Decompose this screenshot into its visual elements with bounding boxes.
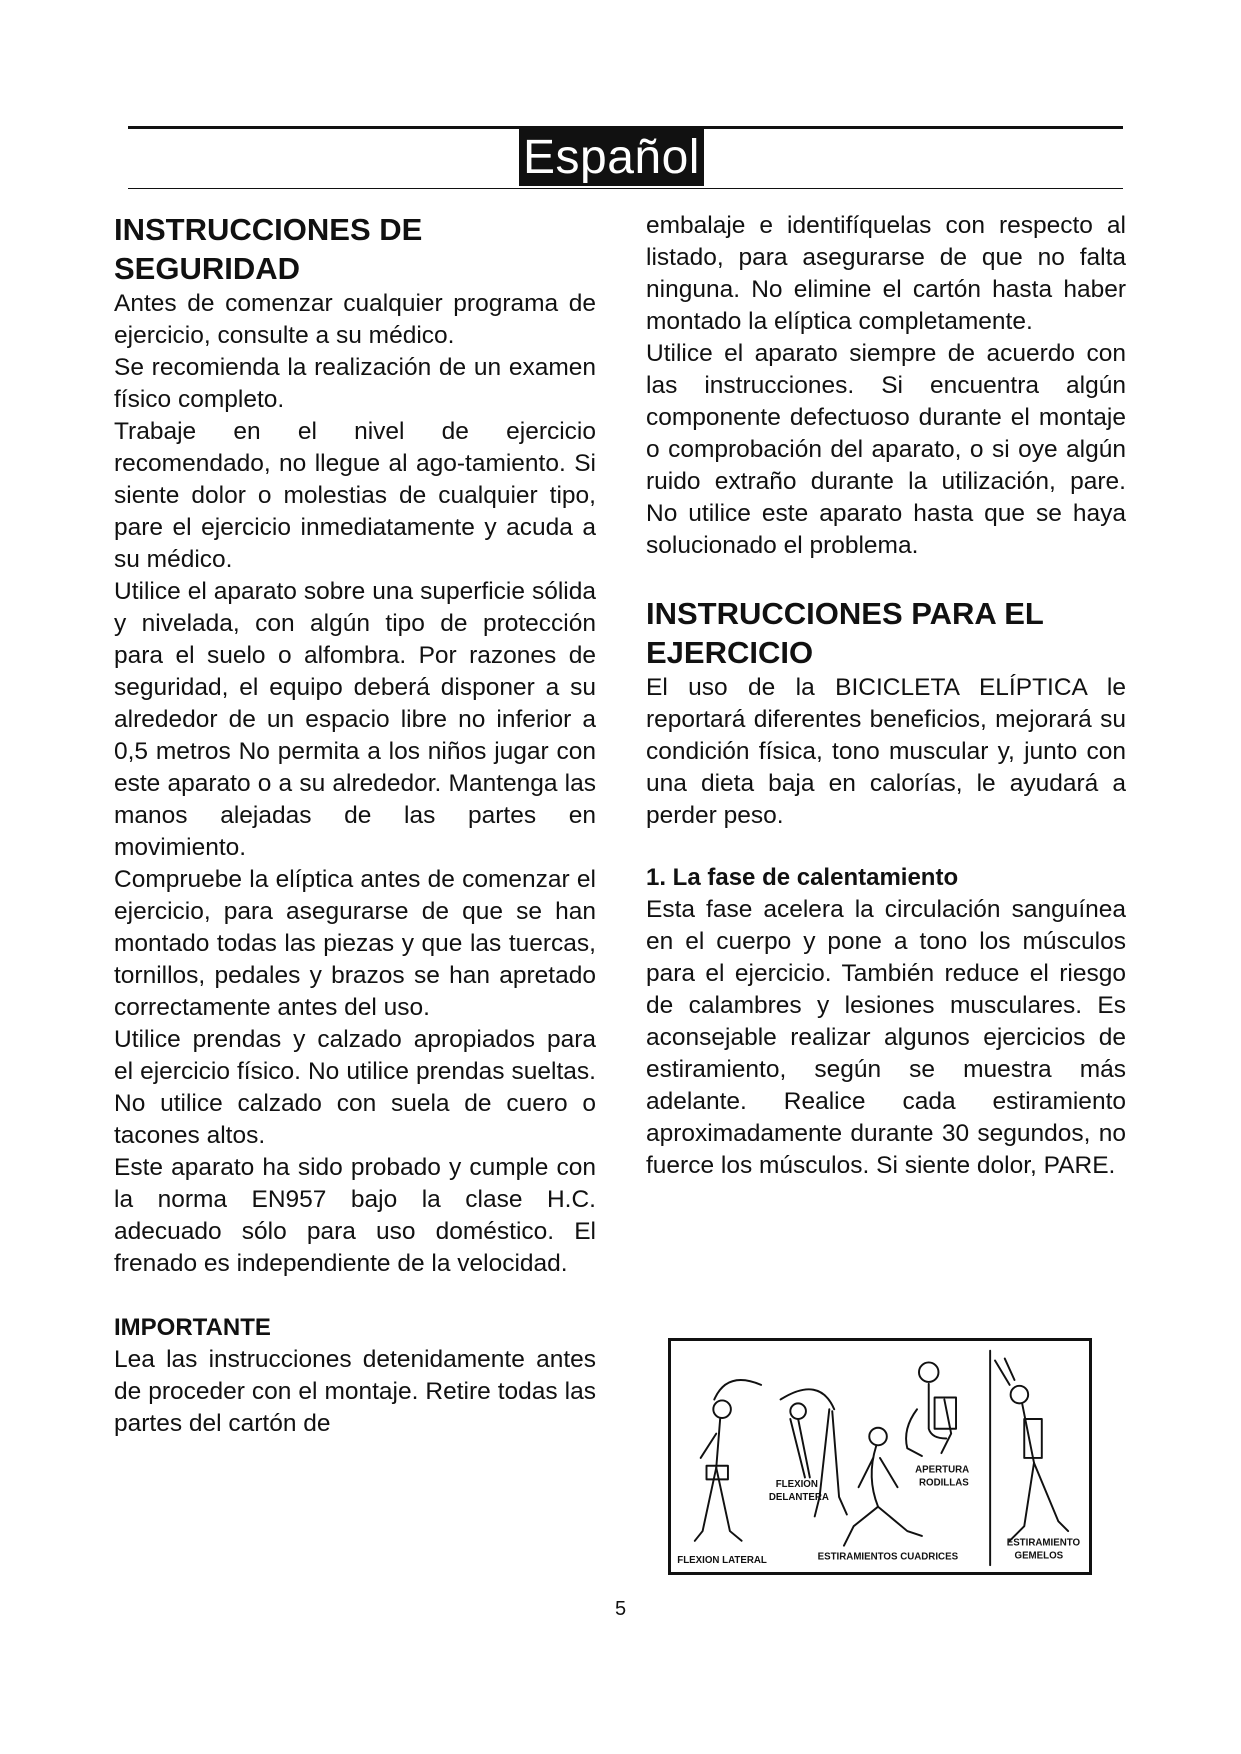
warmup-text: Esta fase acelera la circulación sanguínea en el cuerpo y pone a tono los músculos para el ejercicio. También reduce el riesgo de calambres y lesiones musculares. Es aconsejable realizar algunos ejercicios de estiramiento, según se muestra más adelante. Realice cada estiramiento aproximadamente durante 30 segundos, no fuerce los músculos. Si siente dolor, PARE.: [646, 896, 1126, 1179]
stretching-figures-svg: [671, 1341, 1089, 1572]
safety-heading: INSTRUCCIONES DE SEGURIDAD: [114, 212, 423, 286]
knee-opening-figure: [906, 1362, 956, 1456]
lateral-flexion-figure: [695, 1380, 761, 1541]
spacer: [646, 832, 1126, 862]
safety-paragraph: Antes de comenzar cualquier programa de ejercicio, consulte a su médico.: [114, 290, 596, 349]
calf-stretch-figure: [990, 1351, 1068, 1565]
quads-stretch-figure: [844, 1428, 922, 1546]
spacer: [646, 562, 1126, 594]
safety-paragraph: Compruebe la elíptica antes de comenzar el ejercicio, para asegurarse de que se han montado todas las piezas y que las tuercas, tornillos, pedales y brazos se han apretado correctamente antes del uso.: [114, 866, 596, 1021]
page-number: 5: [614, 1598, 627, 1620]
safety-paragraph: Se recomienda la realización de un examen físico completo.: [114, 354, 596, 413]
exercise-intro: El uso de la BICICLETA ELÍPTICA le reportará diferentes beneficios, mejorará su condición física, tono muscular y, junto con una dieta baja en calorías, le ayudará a perder peso.: [646, 674, 1126, 829]
label-forward-1: FLEXION: [775, 1479, 818, 1491]
exercise-heading: INSTRUCCIONES PARA EL EJERCICIO: [646, 596, 1044, 670]
label-knees-2: RODILLAS: [918, 1477, 969, 1489]
usage-text: Utilice el aparato siempre de acuerdo con las instrucciones. Si encuentra algún componente defectuoso durante el montaje o comprobación del aparato, o si oye algún ruido extraño durante la utilización, pare. No utilice este aparato hasta que se haya solucionado el problema.: [646, 340, 1126, 559]
safety-paragraph: Trabaje en el nivel de ejercicio recomendado, no llegue al ago-tamiento. Si siente dolor o molestias de cualquier tipo, pare el ejercicio inmediatamente y acuda a su médico.: [114, 418, 596, 573]
warmup-heading: 1. La fase de calentamiento: [646, 864, 959, 891]
important-heading: IMPORTANTE: [114, 1314, 271, 1341]
language-title: Español: [519, 129, 704, 186]
continued-text: embalaje e identifíquelas con respecto al listado, para asegurarse de que no falta ninguna. No elimine el cartón hasta haber montado la elíptica completamente.: [646, 212, 1126, 335]
header-rule-bottom: [128, 188, 1123, 189]
safety-paragraph: Este aparato ha sido probado y cumple con la norma EN957 bajo la clase H.C. adecuado sólo para uso doméstico. El frenado es independiente de la velocidad.: [114, 1154, 596, 1277]
spacer: [114, 1280, 596, 1312]
label-calves-1: ESTIRAMIENTO: [1006, 1537, 1081, 1549]
label-knees-1: APERTURA: [915, 1464, 970, 1476]
label-lateral: FLEXION LATERAL: [677, 1555, 767, 1567]
left-column: [114, 210, 596, 1440]
label-forward-2: DELANTERA: [768, 1491, 829, 1503]
important-text: Lea las instrucciones detenidamente antes de proceder con el montaje. Retire todas las partes del cartón de: [114, 1346, 596, 1437]
label-calves-2: GEMELOS: [1014, 1550, 1064, 1562]
safety-paragraph: Utilice prendas y calzado apropiados para el ejercicio físico. No utilice prendas sueltas. No utilice calzado con suela de cuero o tacones altos.: [114, 1026, 596, 1149]
label-quads: ESTIRAMIENTOS CUADRICES: [817, 1551, 959, 1563]
safety-paragraph: Utilice el aparato sobre una superficie sólida y nivelada, con algún tipo de protección para el suelo o alfombra. Por razones de seguridad, el equipo deberá disponer a su alrededor de un espacio libre no inferior a 0,5 metros No permita a los niños jugar con este aparato o a su alrededor. Mantenga las manos alejadas de las partes en movimiento.: [114, 578, 596, 861]
right-column: [646, 210, 1126, 1182]
stretching-illustration: [668, 1338, 1092, 1575]
